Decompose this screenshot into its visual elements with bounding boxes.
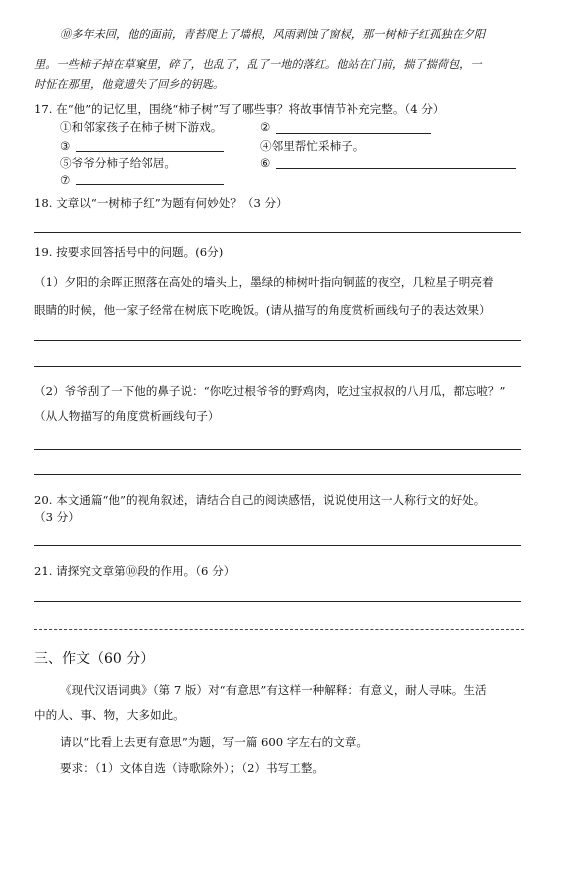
q19-prompt: 19. 按要求回答括号中的问题。(6分) — [34, 245, 224, 259]
q17-item-6-label: ⑥ — [260, 156, 271, 170]
q21-answer-line-2[interactable] — [34, 629, 524, 630]
section3-requirements: 要求：（1）文体自选（诗歌除外）；（2）书写工整。 — [60, 761, 325, 775]
q19-part1-answer-line-2[interactable] — [34, 366, 521, 367]
q18-answer-line[interactable] — [34, 232, 521, 233]
q17-item-3-answer-line[interactable] — [76, 151, 224, 152]
q21-answer-line-1[interactable] — [34, 601, 521, 602]
q19-part2-answer-line-2[interactable] — [34, 474, 521, 475]
q20-prompt-line2: （3 分） — [34, 510, 80, 524]
q17-item-2-label: ② — [260, 120, 271, 134]
q19-part2-line2: （从人物描写的角度赏析画线句子） — [34, 409, 220, 423]
q19-part2-answer-line-1[interactable] — [34, 449, 521, 450]
q18-prompt: 18. 文章以“一树柿子红”为题有何妙处？（3 分） — [34, 196, 288, 210]
passage-line-2: 里。一些柿子掉在草窠里，碎了，也乱了，乱了一地的落红。他站在门前，揣了揣荷包，一 — [34, 58, 482, 71]
section3-heading: 三、作文（60 分） — [34, 651, 155, 667]
q20-prompt-line1: 20. 本文通篇“他”的视角叙述，请结合自己的阅读感悟，说说使用这一人称行文的好处。 — [34, 493, 486, 507]
q19-part1-line2: 眼睛的时候，他一家子经常在树底下吃晚饭。(请从描写的角度赏析画线句子的表达效果） — [34, 303, 491, 317]
q17-item-2-answer-line[interactable] — [276, 133, 431, 134]
q17-item-4: ④邻里帮忙采柿子。 — [260, 139, 365, 153]
section3-para1-line2: 中的人、事、物，大多如此。 — [34, 708, 185, 722]
q20-answer-line[interactable] — [34, 545, 521, 546]
q19-part1-answer-line-1[interactable] — [34, 340, 521, 341]
q17-item-6-answer-line[interactable] — [276, 168, 516, 169]
q17-item-5: ⑤爷爷分柿子给邻居。 — [60, 156, 176, 170]
q17-item-3-label: ③ — [60, 139, 71, 153]
q19-part2-line1: （2）爷爷刮了一下他的鼻子说：“你吃过根爷爷的野鸡肉，吃过宝叔叔的八月瓜，都忘啦？” — [34, 384, 506, 398]
q17-prompt: 17. 在“他”的记忆里，围绕“柿子树”写了哪些事？将故事情节补充完整。（4 分） — [34, 102, 445, 116]
q17-item-1: ①和邻家孩子在柿子树下游戏。 — [60, 120, 223, 134]
q17-item-7-answer-line[interactable] — [76, 184, 224, 185]
passage-line-3: 时怔在那里，他竟遗失了回乡的钥匙。 — [34, 78, 225, 91]
q17-item-7-label: ⑦ — [60, 173, 71, 187]
q21-prompt: 21. 请探究文章第⑩段的作用。（6 分） — [34, 564, 236, 578]
q19-part1-line1: （1）夕阳的余晖正照落在高处的墙头上，墨绿的柿树叶指向铜蓝的夜空，几粒星子明亮着 — [34, 275, 494, 289]
section3-para1-line1: 《现代汉语词典》（第 7 版）对“有意思”有这样一种解释：有意义，耐人寻味。生活 — [60, 683, 487, 697]
section3-para2: 请以“比看上去更有意思”为题，写一篇 600 字左右的文章。 — [60, 735, 369, 749]
passage-line-1: ⑩多年未回，他的面前，青苔爬上了墙根，风雨剥蚀了窗棂，那一树柿子红孤独在夕阳 — [60, 28, 486, 41]
